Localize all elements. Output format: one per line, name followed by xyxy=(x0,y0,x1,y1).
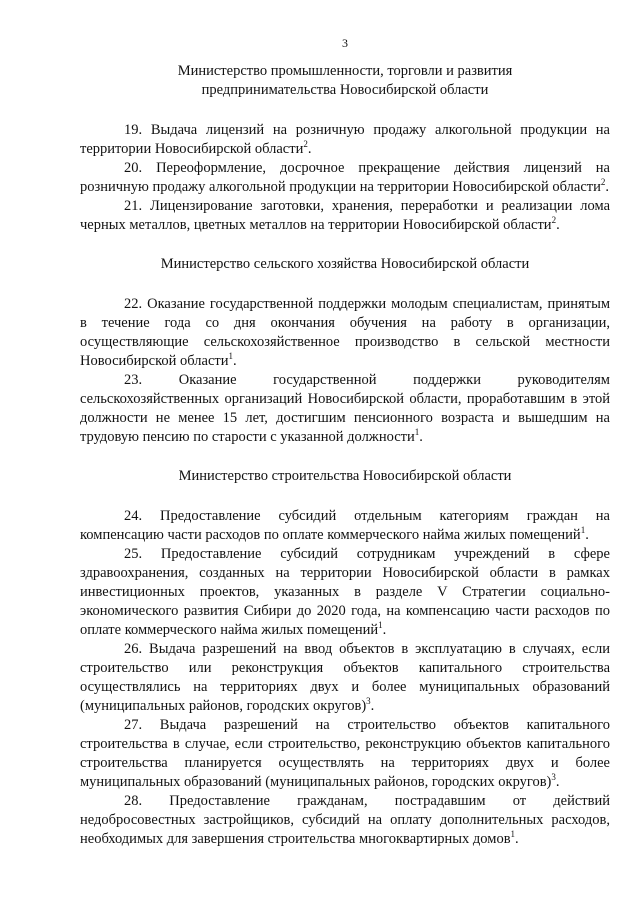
footnote-ref: 1 xyxy=(510,829,516,840)
list-item-text: 25. Предоставление субсидий сотрудникам учреждений в сфере здравоохранения, созданных на территории Новосибирской области в рамках инвестиционных проектов, указанных в разделе V Стратегии социально-экономического развития Сибири до 2020 года, на компенсацию части расходов по оплате коммерческого найма жилых помещений xyxy=(80,546,610,638)
footnote-ref: 3 xyxy=(551,772,556,783)
footnote-ref: 1 xyxy=(414,427,420,438)
section-ministry-construction xyxy=(80,467,610,849)
section-title-line: Министерство сельского хозяйства Новосибирской области xyxy=(160,256,530,272)
list-item-text: 21. Лицензирование заготовки, хранения, переработки и реализации лома черных металлов, цветных металлов на территории Новосибирской области xyxy=(80,198,610,233)
list-item-text: 24. Предоставление субсидий отдельным категориям граждан на компенсацию части расходов по оплате коммерческого найма жилых помещений xyxy=(80,508,610,543)
section-title-line: Министерство строительства Новосибирской области xyxy=(178,468,512,484)
list-item-text: 28. Предоставление гражданам, пострадавшим от действий недобросовестных застройщиков, субсидий на оплату дополнительных расходов, необходимых для завершения строительства многоквартирных домов xyxy=(80,793,610,847)
footnote-ref: 1 xyxy=(580,525,586,536)
list-item: 25. Предоставление субсидий сотрудникам учреждений в сфере здравоохранения, созданных на территории Новосибирской области в рамках инвестиционных проектов, указанных в разделе V Стратегии социально-экономического развития Сибири до 2020 года, на компенсацию части расходов по оплате коммерческого найма жилых помещений$^1$. xyxy=(80,546,610,638)
list-item-text: 23. Оказание государственной поддержки руководителям сельскохозяйственных организаций Новосибирской области, проработавшим в этой должности не менее 15 лет, достигшим пенсионного возраста и вышедшим на трудовую пенсию по старости с указанной должности xyxy=(80,372,610,445)
list-item: 21. Лицензирование заготовки, хранения, переработки и реализации лома черных металлов, цветных металлов на территории Новосибирской области$^2$. xyxy=(80,198,610,233)
footnote-ref: 2 xyxy=(600,177,606,188)
footnote-ref: 2 xyxy=(551,215,557,226)
list-item: 23. Оказание государственной поддержки руководителям сельскохозяйственных организаций Новосибирской области, проработавшим в этой должности не менее 15 лет, достигшим пенсионного возраста и вышедшим на трудовую пенсию по старости с указанной должности$^1$. xyxy=(80,372,610,445)
footnote-ref: 1 xyxy=(228,351,234,362)
list-item: 28. Предоставление гражданам, пострадавшим от действий недобросовестных застройщиков, субсидий на оплату дополнительных расходов, необходимых для завершения строительства многоквартирных домов$^1$. xyxy=(80,793,610,847)
list-item-text: 19. Выдача лицензий на розничную продажу алкогольной продукции на территории Новосибирской области xyxy=(80,122,610,157)
list-item: 24. Предоставление субсидий отдельным категориям граждан на компенсацию части расходов по оплате коммерческого найма жилых помещений$^1$. xyxy=(80,508,610,543)
list-item-text: 26. Выдача разрешений на ввод объектов в эксплуатацию в случаях, если строительство или реконструкция объектов капитального строительства осуществлялись на территориях двух и более муниципальных образований (муниципальных районов, городских округов) xyxy=(80,641,610,714)
footnote-ref: 2 xyxy=(303,139,308,150)
list-item: 27. Выдача разрешений на строительство объектов капитального строительства в случае, если строительство, реконструкцию объектов капитального строительства планируется осуществлять на территориях двух и более муниципальных образований (муниципальных районов, городских округов)$^3$. xyxy=(80,717,610,790)
list-item: 20. Переоформление, досрочное прекращение действия лицензий на розничную продажу алкогольной продукции на территории Новосибирской области$^2$. xyxy=(80,160,610,195)
section-title-line: предпринимательства Новосибирской области xyxy=(201,82,489,98)
list-item: 26. Выдача разрешений на ввод объектов в эксплуатацию в случаях, если строительство или реконструкция объектов капитального строительства осуществлялись на территориях двух и более муниципальных образований (муниципальных районов, городских округов)$^3$. xyxy=(80,641,610,714)
list-item: 19. Выдача лицензий на розничную продажу алкогольной продукции на территории Новосибирской области$^2$. xyxy=(80,122,610,157)
list-item-text: 20. Переоформление, досрочное прекращение действия лицензий на розничную продажу алкогольной продукции на территории Новосибирской области xyxy=(80,160,610,195)
section-ministry-industry xyxy=(80,62,610,235)
footnote-ref: 3 xyxy=(366,696,371,707)
list-item-text: 22. Оказание государственной поддержки молодым специалистам, принятым в течение года со дня окончания обучения на работу в организации, осуществляющие сельскохозяйственное производство в сельской местности Новосибирской области xyxy=(80,296,610,369)
list-item-text: 27. Выдача разрешений на строительство объектов капитального строительства в случае, если строительство, реконструкцию объектов капитального строительства планируется осуществлять на территориях двух и более муниципальных образований (муниципальных районов, городских округов) xyxy=(80,717,610,790)
section-title-line: Министерство промышленности, торговли и развития xyxy=(177,63,513,79)
footnote-ref: 1 xyxy=(378,620,383,631)
page-number: 3 xyxy=(342,36,348,50)
list-item: 22. Оказание государственной поддержки молодым специалистам, принятым в течение года со дня окончания обучения на работу в организации, осуществляющие сельскохозяйственное производство в сельской местности Новосибирской области$^1$. xyxy=(80,296,610,369)
section-ministry-agriculture xyxy=(80,255,610,447)
